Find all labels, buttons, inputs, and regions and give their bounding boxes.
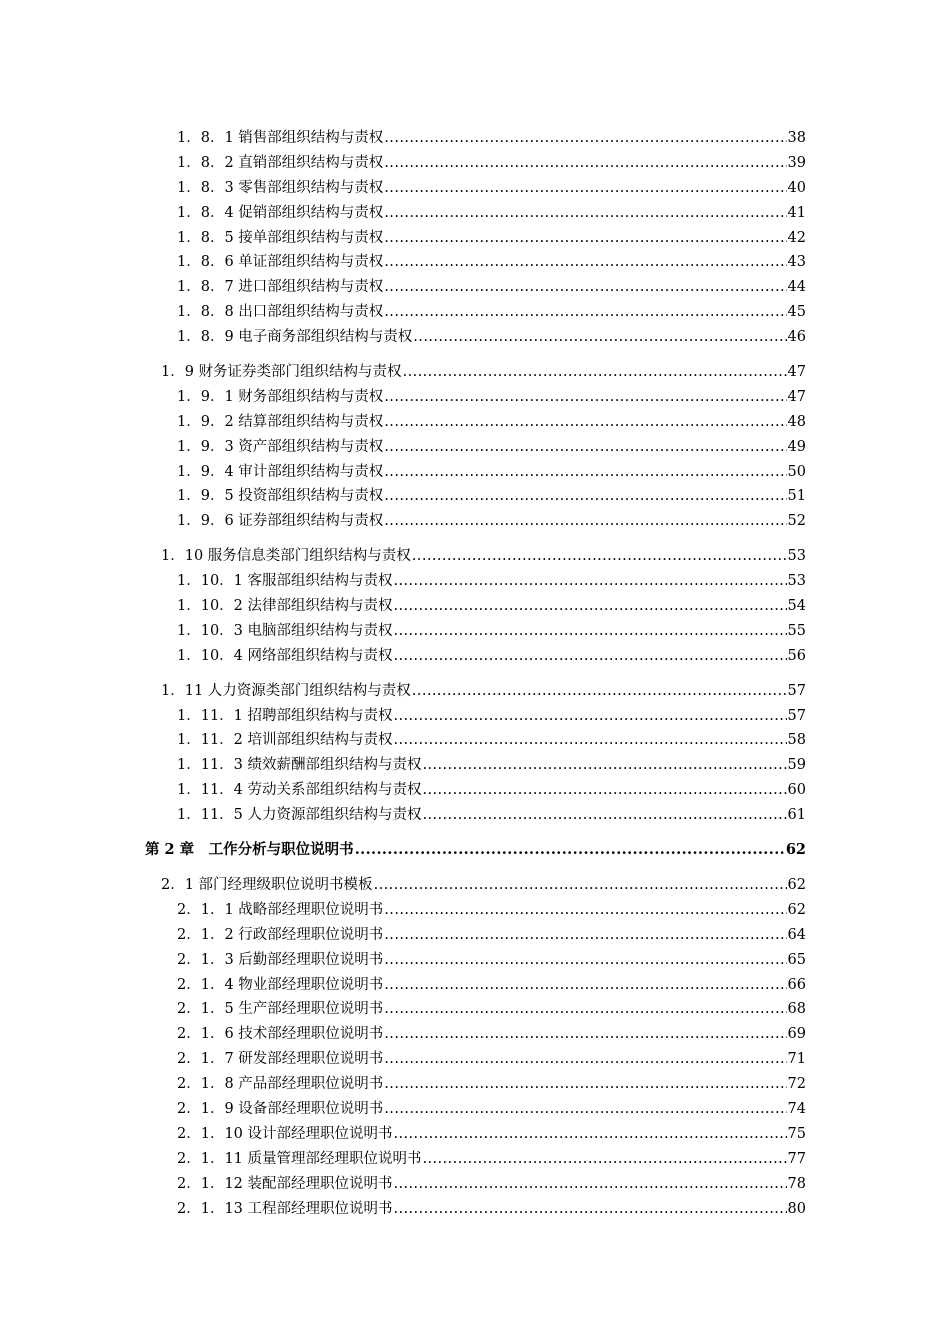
toc-entry[interactable]	[145, 1122, 806, 1147]
toc-entry-title: 2．1．9 设备部经理职位说明书	[177, 1100, 384, 1117]
toc-entry-title: 2．1．7 研发部经理职位说明书	[177, 1051, 384, 1068]
toc-dot-leader	[412, 544, 787, 569]
toc-entry-title: 1．10．3 电脑部组织结构与责权	[177, 622, 393, 639]
toc-page-number: 69	[787, 1026, 806, 1043]
toc-entry-title: 1．9．4 审计部组织结构与责权	[177, 463, 384, 480]
toc-entry[interactable]	[145, 385, 806, 410]
toc-page-number: 68	[787, 1001, 806, 1018]
toc-entry[interactable]	[145, 948, 806, 973]
toc-entry-title: 2．1．5 生产部经理职位说明书	[177, 1001, 384, 1018]
toc-entry[interactable]	[145, 619, 806, 644]
toc-entry[interactable]	[145, 1047, 806, 1072]
toc-entry-title: 2．1 部门经理级职位说明书模板	[161, 876, 373, 893]
toc-entry[interactable]	[145, 704, 806, 729]
toc-dot-leader	[384, 385, 786, 410]
toc-page-number: 62	[787, 901, 806, 918]
toc-entry-title: 第 2 章 工作分析与职位说明书	[145, 841, 354, 859]
toc-dot-leader	[384, 250, 786, 275]
toc-entry[interactable]	[145, 838, 806, 863]
toc-entry-title: 2．1．11 质量管理部经理职位说明书	[177, 1150, 422, 1167]
toc-dot-leader	[384, 898, 786, 923]
toc-dot-leader	[394, 704, 787, 729]
toc-entry[interactable]	[145, 300, 806, 325]
toc-page-number: 61	[787, 807, 806, 824]
toc-entry-title: 1．8．7 进口部组织结构与责权	[177, 279, 384, 296]
toc-entry[interactable]	[145, 1172, 806, 1197]
toc-page-number: 54	[787, 598, 806, 615]
toc-page-number: 58	[787, 732, 806, 749]
toc-page-number: 46	[787, 329, 806, 346]
toc-dot-leader	[394, 728, 787, 753]
toc-dot-leader	[384, 1097, 786, 1122]
toc-dot-leader	[394, 619, 787, 644]
toc-entry-title: 2．1．13 工程部经理职位说明书	[177, 1200, 393, 1217]
toc-entry[interactable]	[145, 360, 806, 385]
toc-page-number: 47	[787, 388, 806, 405]
toc-page-number: 75	[787, 1125, 806, 1142]
toc-dot-leader	[423, 778, 787, 803]
toc-dot-leader	[384, 923, 786, 948]
toc-dot-leader	[384, 1047, 786, 1072]
toc-dot-leader	[423, 803, 787, 828]
toc-entry[interactable]	[145, 997, 806, 1022]
toc-dot-leader	[394, 594, 787, 619]
toc-entry-title: 1．10．2 法律部组织结构与责权	[177, 598, 393, 615]
toc-page-number: 64	[787, 926, 806, 943]
toc-entry[interactable]	[145, 923, 806, 948]
toc-entry-title: 1．9．6 证券部组织结构与责权	[177, 513, 384, 530]
toc-entry-title: 1．11．4 劳动关系部组织结构与责权	[177, 782, 422, 799]
toc-page-number: 45	[787, 304, 806, 321]
toc-page-number: 55	[787, 622, 806, 639]
toc-entry[interactable]	[145, 873, 806, 898]
toc-page-number: 40	[787, 179, 806, 196]
toc-dot-leader	[394, 569, 787, 594]
toc-dot-leader	[384, 226, 786, 251]
toc-entry-title: 1．10．4 网络部组织结构与责权	[177, 647, 393, 664]
toc-entry[interactable]	[145, 1097, 806, 1122]
toc-entry-title: 1．9．5 投资部组织结构与责权	[177, 488, 384, 505]
toc-dot-leader	[384, 151, 786, 176]
toc-entry-title: 1．11．5 人力资源部组织结构与责权	[177, 807, 422, 824]
toc-page-number: 50	[787, 463, 806, 480]
toc-dot-leader	[384, 1072, 786, 1097]
toc-dot-leader	[384, 509, 786, 534]
toc-entry-title: 1．9 财务证券类部门组织结构与责权	[161, 364, 402, 381]
toc-entry[interactable]	[145, 569, 806, 594]
toc-entry-title: 1．9．2 结算部组织结构与责权	[177, 413, 384, 430]
toc-entry-title: 1．8．4 促销部组织结构与责权	[177, 204, 384, 221]
toc-entry-title: 1．11．2 培训部组织结构与责权	[177, 732, 393, 749]
toc-page-number: 62	[785, 841, 806, 859]
toc-entry[interactable]	[145, 460, 806, 485]
toc-entry[interactable]	[145, 898, 806, 923]
toc-entry[interactable]	[145, 728, 806, 753]
toc-entry-title: 1．8．6 单证部组织结构与责权	[177, 254, 384, 271]
toc-page-number: 41	[787, 204, 806, 221]
toc-entry[interactable]	[145, 176, 806, 201]
toc-dot-leader	[403, 360, 787, 385]
toc-page-number: 56	[787, 647, 806, 664]
toc-entry-title: 2．1．4 物业部经理职位说明书	[177, 976, 384, 993]
toc-page-number: 62	[787, 876, 806, 893]
toc-dot-leader	[384, 201, 786, 226]
toc-dot-leader	[355, 838, 785, 863]
toc-entry[interactable]	[145, 1147, 806, 1172]
toc-entry[interactable]	[145, 275, 806, 300]
toc-entry[interactable]	[145, 484, 806, 509]
toc-page-number: 74	[787, 1100, 806, 1117]
toc-entry-title: 1．10．1 客服部组织结构与责权	[177, 573, 393, 590]
toc-entry-title: 1．11 人力资源类部门组织结构与责权	[161, 682, 411, 699]
toc-dot-leader	[413, 325, 786, 350]
toc-page-number: 48	[787, 413, 806, 430]
toc-entry[interactable]	[145, 201, 806, 226]
toc-dot-leader	[384, 275, 786, 300]
toc-entry-title: 1．8．1 销售部组织结构与责权	[177, 130, 384, 146]
toc-entry[interactable]	[145, 1072, 806, 1097]
toc-dot-leader	[384, 973, 786, 998]
toc-dot-leader	[384, 948, 786, 973]
toc-entry[interactable]	[145, 325, 806, 350]
toc-entry[interactable]	[145, 509, 806, 534]
toc-page-number: 71	[787, 1051, 806, 1068]
toc-entry-title: 2．1．1 战略部经理职位说明书	[177, 901, 384, 918]
toc-page-number: 72	[787, 1076, 806, 1093]
toc-page-number: 53	[787, 573, 806, 590]
toc-entry-title: 1．8．9 电子商务部组织结构与责权	[177, 329, 413, 346]
toc-dot-leader	[394, 1122, 787, 1147]
toc-entry[interactable]	[145, 151, 806, 176]
toc-entry[interactable]	[145, 250, 806, 275]
toc-entry-title: 2．1．6 技术部经理职位说明书	[177, 1026, 384, 1043]
toc-dot-leader	[384, 1022, 786, 1047]
toc-entry-title: 1．8．8 出口部组织结构与责权	[177, 304, 384, 321]
toc-dot-leader	[384, 410, 786, 435]
toc-entry-title: 1．8．5 接单部组织结构与责权	[177, 229, 384, 246]
toc-entry[interactable]	[145, 410, 806, 435]
toc-dot-leader	[423, 753, 787, 778]
toc-dot-leader	[384, 435, 786, 460]
toc-page-number: 57	[787, 707, 806, 724]
toc-page-number: 66	[787, 976, 806, 993]
toc-page-number: 77	[787, 1150, 806, 1167]
toc-entry[interactable]	[145, 226, 806, 251]
toc-entry-title: 2．1．8 产品部经理职位说明书	[177, 1076, 384, 1093]
toc-entry[interactable]	[145, 435, 806, 460]
toc-dot-leader	[412, 679, 787, 704]
toc-page-number: 59	[787, 757, 806, 774]
toc-dot-leader	[384, 300, 786, 325]
toc-page-number: 52	[787, 513, 806, 530]
toc-entry-title: 2．1．10 设计部经理职位说明书	[177, 1125, 393, 1142]
toc-page-number: 57	[787, 682, 806, 699]
toc-page-number: 38	[787, 130, 806, 146]
toc-dot-leader	[384, 997, 786, 1022]
toc-page-number: 47	[787, 364, 806, 381]
toc-entry[interactable]	[145, 778, 806, 803]
toc-page-number: 60	[787, 782, 806, 799]
toc-entry[interactable]	[145, 644, 806, 669]
toc-entry[interactable]	[145, 544, 806, 569]
toc-entry-title: 1．8．3 零售部组织结构与责权	[177, 179, 384, 196]
table-of-contents	[145, 126, 806, 1221]
toc-dot-leader	[384, 176, 786, 201]
toc-page-number: 80	[787, 1200, 806, 1217]
toc-entry[interactable]	[145, 1197, 806, 1222]
toc-entry-title: 1．11．3 绩效薪酬部组织结构与责权	[177, 757, 422, 774]
toc-entry-title: 1．9．1 财务部组织结构与责权	[177, 388, 384, 405]
toc-entry-title: 1．8．2 直销部组织结构与责权	[177, 154, 384, 171]
toc-page-number: 51	[787, 488, 806, 505]
toc-page-number: 42	[787, 229, 806, 246]
toc-dot-leader	[384, 126, 786, 151]
toc-page-number: 49	[787, 438, 806, 455]
toc-dot-leader	[374, 873, 787, 898]
toc-entry-title: 1．11．1 招聘部组织结构与责权	[177, 707, 393, 724]
toc-page-number: 44	[787, 279, 806, 296]
toc-page-number: 53	[787, 548, 806, 565]
toc-entry-title: 2．1．2 行政部经理职位说明书	[177, 926, 384, 943]
toc-entry[interactable]	[145, 753, 806, 778]
toc-dot-leader	[394, 1197, 787, 1222]
toc-dot-leader	[384, 460, 786, 485]
toc-entry[interactable]	[145, 126, 806, 151]
toc-page-number: 43	[787, 254, 806, 271]
toc-page-number: 65	[787, 951, 806, 968]
toc-entry-title: 2．1．12 装配部经理职位说明书	[177, 1175, 393, 1192]
toc-page-number: 78	[787, 1175, 806, 1192]
toc-entry[interactable]	[145, 594, 806, 619]
toc-entry-title: 1．10 服务信息类部门组织结构与责权	[161, 548, 411, 565]
toc-entry[interactable]	[145, 973, 806, 998]
toc-dot-leader	[384, 484, 786, 509]
toc-entry[interactable]	[145, 803, 806, 828]
toc-dot-leader	[394, 644, 787, 669]
toc-entry[interactable]	[145, 679, 806, 704]
toc-dot-leader	[423, 1147, 787, 1172]
toc-page-number: 39	[787, 154, 806, 171]
toc-entry[interactable]	[145, 1022, 806, 1047]
toc-dot-leader	[394, 1172, 787, 1197]
toc-entry-title: 2．1．3 后勤部经理职位说明书	[177, 951, 384, 968]
toc-entry-title: 1．9．3 资产部组织结构与责权	[177, 438, 384, 455]
